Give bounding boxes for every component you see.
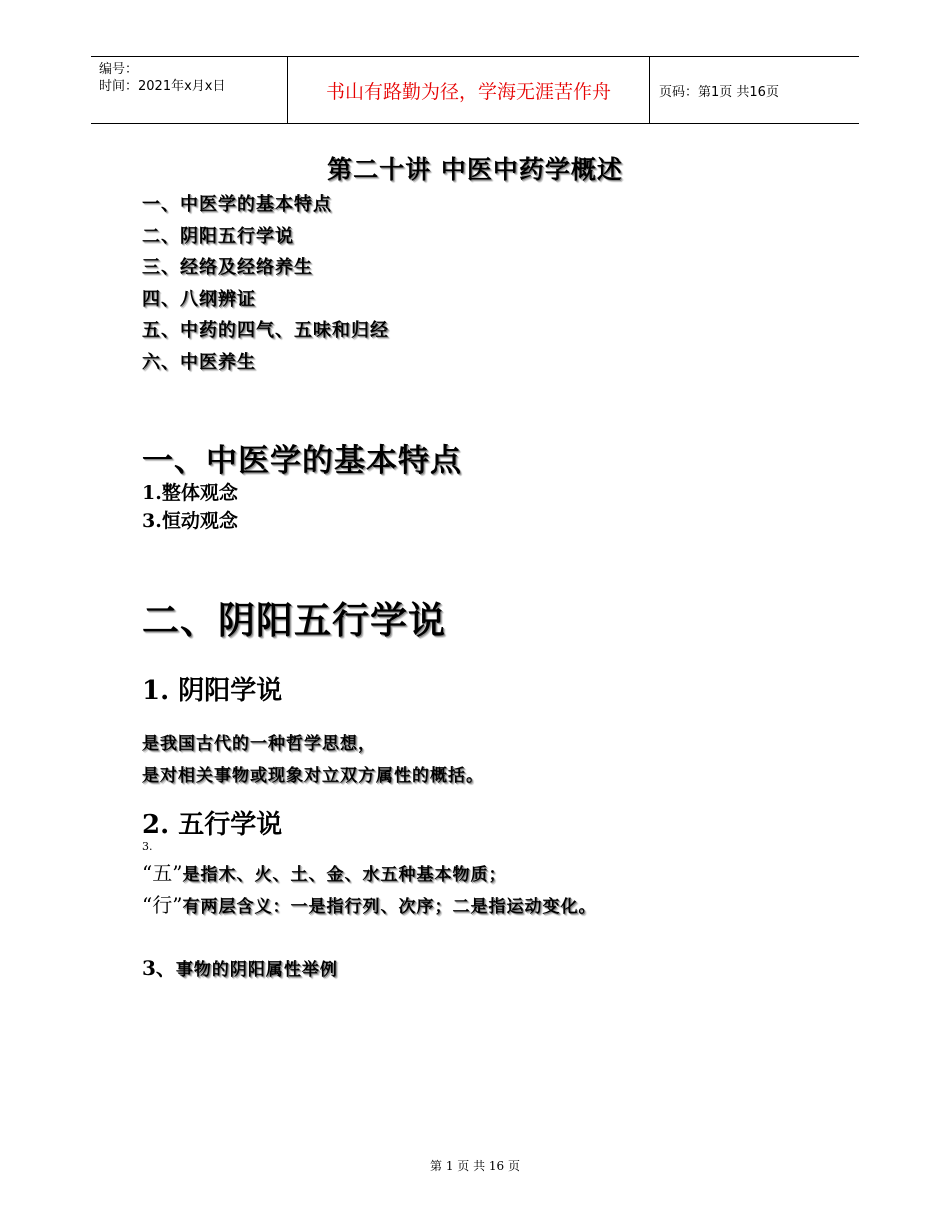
yinyang-heading: 1. 阴阳学说 (142, 676, 283, 706)
example-text: 事物的阴阳属性举例 (175, 960, 338, 980)
example-heading (142, 952, 338, 981)
wuxing-line-1 (142, 857, 506, 886)
table-of-contents (142, 193, 389, 383)
header-page-info: 页码：第1页 共16页 (659, 84, 779, 100)
wuxing-heading: 2. 五行学说 (142, 810, 283, 840)
example-number: 3、 (142, 956, 176, 980)
toc-item: 六、中医养生 (142, 351, 256, 373)
wuxing-line-2-text: 有两层含义：一是指行列、次序；二是指运动变化。 (182, 897, 597, 917)
wuxing-small-number: 3. (142, 840, 153, 853)
header-motto: 书山有路勤为径，学海无涯苦作舟 (287, 57, 650, 123)
page-footer: 第 1 页 共 16 页 (430, 1159, 520, 1173)
wuxing-line-2 (142, 889, 596, 918)
toc-item: 二、阴阳五行学说 (142, 225, 294, 247)
yinyang-line: 是我国古代的一种哲学思想， (142, 734, 376, 754)
wuxing-line-1-text: 是指木、火、土、金、水五种基本物质； (182, 865, 507, 885)
section1-item: 3.恒动观念 (142, 510, 238, 532)
toc-item: 四、八纲辨证 (142, 288, 256, 310)
toc-item: 五、中药的四气、五味和归经 (142, 320, 389, 342)
section1-heading: 一、中医学的基本特点 (142, 443, 462, 479)
quote-xing: “行” (142, 893, 183, 917)
quote-wu: “五” (142, 861, 183, 885)
yinyang-line: 是对相关事物或现象对立双方属性的概括。 (142, 766, 484, 786)
time-label: 时间：2021年x月x日 (99, 79, 226, 94)
toc-item: 三、经络及经络养生 (142, 257, 313, 279)
section2-heading: 二、阴阳五行学说 (142, 599, 446, 642)
section1-item: 1.整体观念 (142, 482, 238, 504)
toc-item: 一、中医学的基本特点 (142, 194, 332, 215)
page-header (91, 56, 859, 124)
document-title: 第二十讲 中医中药学概述 (327, 155, 623, 184)
header-meta (91, 57, 287, 123)
number-label: 编号： (99, 62, 139, 77)
